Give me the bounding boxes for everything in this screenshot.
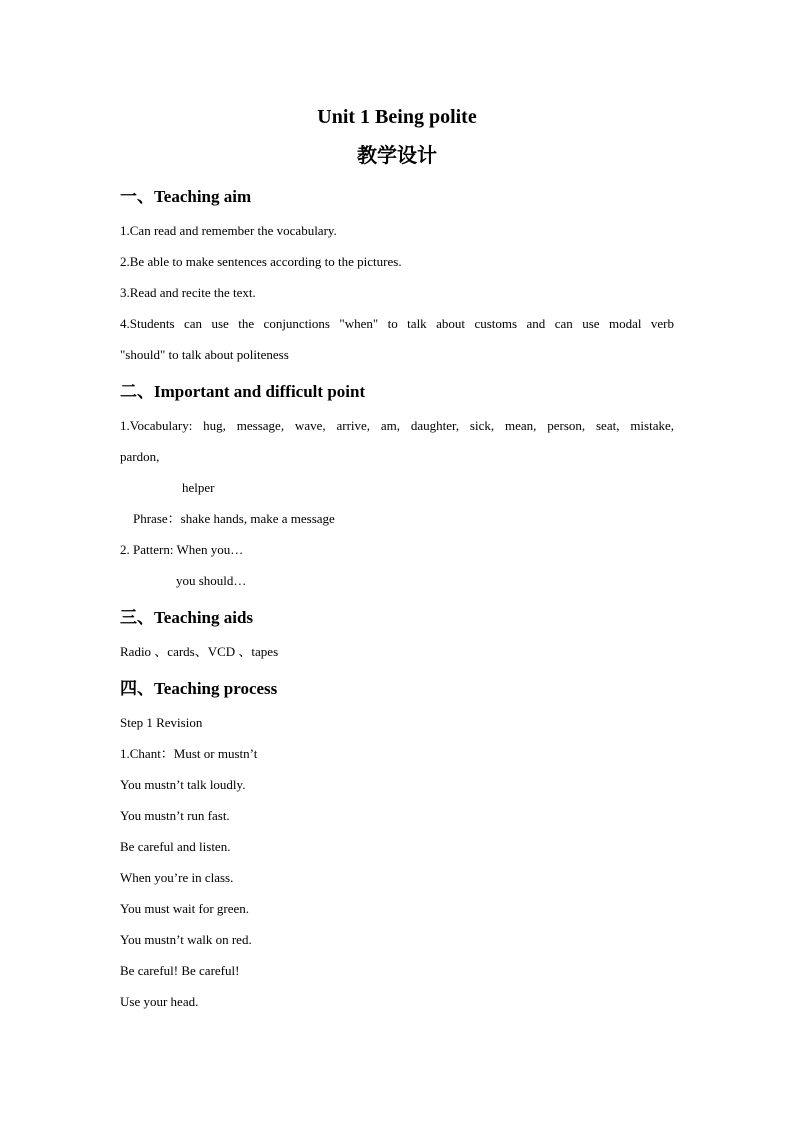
pattern-line: 2. Pattern: When you…	[120, 542, 244, 557]
process-line: You mustn’t walk on red.	[120, 932, 252, 947]
list-item: 2.Be able to make sentences according to the pictures.	[120, 254, 402, 269]
document-subtitle: 教学设计	[357, 143, 437, 167]
section-number: 二、	[120, 382, 154, 402]
list-item: 1.Can read and remember the vocabulary.	[120, 223, 337, 238]
document-title: Unit 1 Being polite	[317, 106, 477, 128]
section-number: 三、	[120, 608, 154, 628]
section-heading-text: Teaching process	[154, 679, 278, 698]
process-line: Step 1 Revision	[120, 715, 203, 730]
section-heading-text: Teaching aids	[154, 608, 254, 627]
section-heading-text: Teaching aim	[154, 187, 252, 206]
vocabulary-continuation: pardon,	[120, 449, 160, 464]
process-line: You must wait for green.	[120, 901, 250, 916]
list-item-continuation: "should" to talk about politeness	[120, 347, 289, 362]
process-line: Be careful! Be careful!	[120, 963, 240, 978]
process-line: You mustn’t talk loudly.	[120, 777, 246, 792]
phrase-line: Phrase：shake hands, make a message	[133, 511, 335, 526]
section-heading-important-points	[120, 381, 674, 403]
section-heading-text: Important and difficult point	[154, 382, 366, 401]
vocabulary-helper: helper	[182, 480, 215, 495]
section-number: 四、	[120, 679, 154, 699]
list-item: 4.Students can use the conjunctions "when" to talk about customs and can use modal verb	[120, 316, 674, 331]
pattern-continuation: you should…	[176, 573, 247, 588]
teaching-aids-list: Radio 、cards、VCD 、tapes	[120, 644, 279, 659]
section-heading-teaching-process	[120, 678, 674, 700]
vocabulary-line: 1.Vocabulary: hug, message, wave, arrive, am, daughter, sick, mean, person, seat, mistake,	[120, 418, 674, 433]
process-line: When you’re in class.	[120, 870, 234, 885]
list-item: 3.Read and recite the text.	[120, 285, 256, 300]
section-heading-teaching-aim	[120, 186, 674, 208]
process-line: 1.Chant：Must or mustn’t	[120, 746, 258, 761]
process-line: Be careful and listen.	[120, 839, 231, 854]
process-line: Use your head.	[120, 994, 199, 1009]
process-line: You mustn’t run fast.	[120, 808, 230, 823]
section-number: 一、	[120, 187, 154, 207]
section-heading-teaching-aids	[120, 607, 674, 629]
